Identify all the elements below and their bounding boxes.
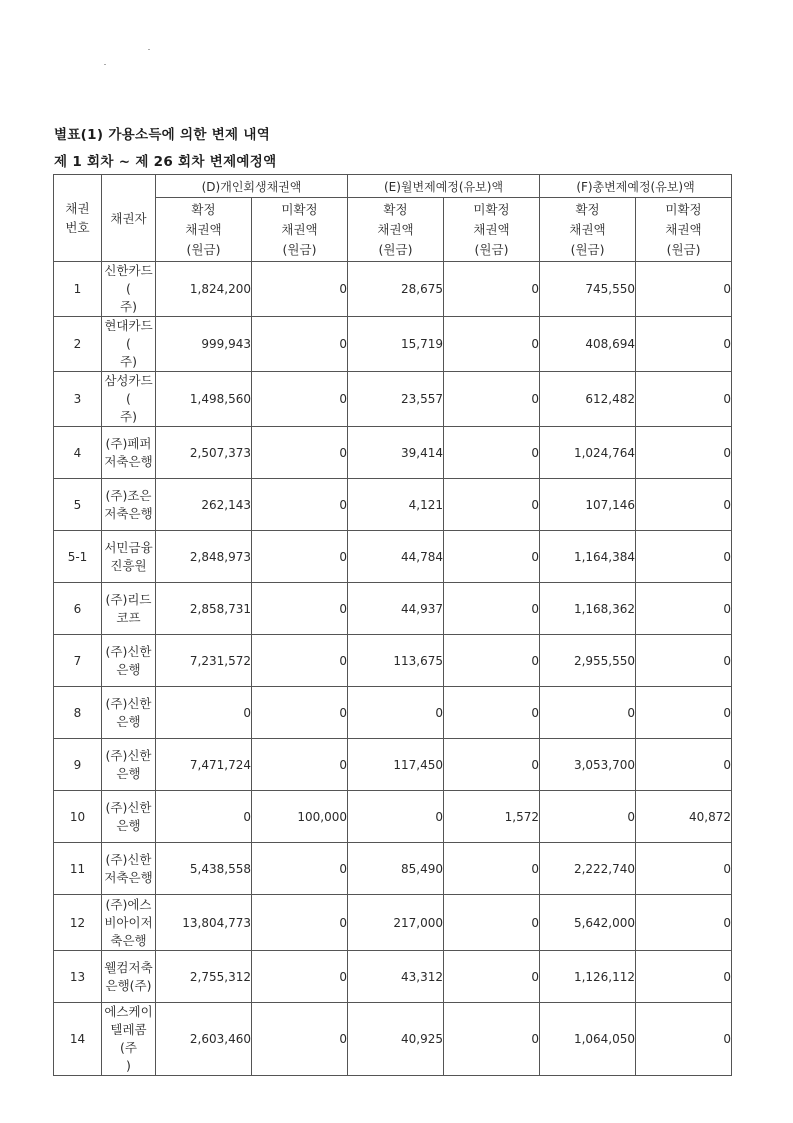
d-unconfirmed-cell: 0 [252,843,348,895]
f-unconfirmed-cell: 0 [636,583,732,635]
f-unconfirmed-cell: 0 [636,895,732,951]
e-unconfirmed-cell: 0 [444,262,540,317]
claim-number-cell: 11 [54,843,102,895]
e-confirmed-cell: 85,490 [348,843,444,895]
table-row [54,583,732,635]
f-unconfirmed-cell: 0 [636,372,732,427]
creditor-cell: (주)조은 저축은행 [102,479,156,531]
f-unconfirmed-cell: 0 [636,843,732,895]
f-confirmed-cell: 3,053,700 [540,739,636,791]
claim-number-cell: 4 [54,427,102,479]
header-d-unconfirmed: 미확정 채권액 (원금) [252,198,348,262]
table-row [54,687,732,739]
f-unconfirmed-cell: 0 [636,739,732,791]
d-unconfirmed-cell: 0 [252,895,348,951]
e-confirmed-cell: 4,121 [348,479,444,531]
d-confirmed-cell: 7,471,724 [156,739,252,791]
e-unconfirmed-cell: 0 [444,427,540,479]
d-unconfirmed-cell: 0 [252,372,348,427]
d-confirmed-cell: 7,231,572 [156,635,252,687]
claim-number-cell: 13 [54,951,102,1003]
creditor-cell: (주)신한 은행 [102,791,156,843]
header-row-groups [54,175,732,198]
header-creditor: 채권자 [102,175,156,262]
header-group-e: (E)월변제예정(유보)액 [348,175,540,198]
document-title: 별표(1) 가용소득에 의한 변제 내역 [54,127,271,143]
d-unconfirmed-cell: 0 [252,262,348,317]
table-row [54,1003,732,1076]
f-unconfirmed-cell: 0 [636,479,732,531]
f-confirmed-cell: 2,222,740 [540,843,636,895]
f-confirmed-cell: 5,642,000 [540,895,636,951]
d-unconfirmed-cell: 0 [252,479,348,531]
d-confirmed-cell: 2,507,373 [156,427,252,479]
d-confirmed-cell: 1,498,560 [156,372,252,427]
f-confirmed-cell: 745,550 [540,262,636,317]
f-unconfirmed-cell: 0 [636,951,732,1003]
header-e-confirmed: 확정 채권액 (원금) [348,198,444,262]
e-unconfirmed-cell: 0 [444,583,540,635]
d-unconfirmed-cell: 0 [252,739,348,791]
f-unconfirmed-cell: 0 [636,1003,732,1076]
table-row [54,951,732,1003]
f-unconfirmed-cell: 0 [636,317,732,372]
e-unconfirmed-cell: 0 [444,372,540,427]
f-unconfirmed-cell: 0 [636,635,732,687]
d-confirmed-cell: 1,824,200 [156,262,252,317]
d-confirmed-cell: 2,858,731 [156,583,252,635]
claim-number-cell: 7 [54,635,102,687]
document-subtitle: 제 1 회차 ~ 제 26 회차 변제예정액 [54,154,277,170]
e-confirmed-cell: 23,557 [348,372,444,427]
d-confirmed-cell: 262,143 [156,479,252,531]
table-row [54,262,732,317]
table-row [54,843,732,895]
header-e-unconfirmed: 미확정 채권액 (원금) [444,198,540,262]
e-unconfirmed-cell: 0 [444,687,540,739]
f-confirmed-cell: 0 [540,687,636,739]
claim-number-cell: 1 [54,262,102,317]
table-row [54,739,732,791]
d-unconfirmed-cell: 0 [252,531,348,583]
creditor-cell: 에스케이 텔레콤(주 ) [102,1003,156,1076]
table-row [54,531,732,583]
d-unconfirmed-cell: 100,000 [252,791,348,843]
d-confirmed-cell: 2,848,973 [156,531,252,583]
d-unconfirmed-cell: 0 [252,687,348,739]
f-confirmed-cell: 0 [540,791,636,843]
d-unconfirmed-cell: 0 [252,317,348,372]
claim-number-cell: 12 [54,895,102,951]
d-confirmed-cell: 13,804,773 [156,895,252,951]
e-unconfirmed-cell: 1,572 [444,791,540,843]
table-row [54,317,732,372]
claim-number-cell: 5 [54,479,102,531]
d-confirmed-cell: 0 [156,791,252,843]
d-confirmed-cell: 2,603,460 [156,1003,252,1076]
table-row [54,635,732,687]
f-unconfirmed-cell: 0 [636,262,732,317]
d-unconfirmed-cell: 0 [252,635,348,687]
d-confirmed-cell: 0 [156,687,252,739]
e-confirmed-cell: 15,719 [348,317,444,372]
f-confirmed-cell: 612,482 [540,372,636,427]
creditor-cell: 서민금융 진흥원 [102,531,156,583]
f-unconfirmed-cell: 0 [636,531,732,583]
table-row [54,427,732,479]
f-confirmed-cell: 1,024,764 [540,427,636,479]
e-confirmed-cell: 43,312 [348,951,444,1003]
f-unconfirmed-cell: 0 [636,427,732,479]
creditor-cell: (주)신한 은행 [102,635,156,687]
creditor-cell: (주)페퍼 저축은행 [102,427,156,479]
e-unconfirmed-cell: 0 [444,317,540,372]
e-confirmed-cell: 28,675 [348,262,444,317]
f-confirmed-cell: 1,064,050 [540,1003,636,1076]
table-row [54,895,732,951]
creditor-cell: 신한카드( 주) [102,262,156,317]
e-unconfirmed-cell: 0 [444,531,540,583]
creditor-cell: 삼성카드( 주) [102,372,156,427]
creditor-cell: (주)에스 비아이저 축은행 [102,895,156,951]
claim-number-cell: 14 [54,1003,102,1076]
header-d-confirmed: 확정 채권액 (원금) [156,198,252,262]
table-row [54,791,732,843]
f-confirmed-cell: 107,146 [540,479,636,531]
table-row [54,479,732,531]
d-confirmed-cell: 5,438,558 [156,843,252,895]
e-unconfirmed-cell: 0 [444,843,540,895]
e-unconfirmed-cell: 0 [444,1003,540,1076]
f-confirmed-cell: 2,955,550 [540,635,636,687]
d-unconfirmed-cell: 0 [252,1003,348,1076]
e-confirmed-cell: 40,925 [348,1003,444,1076]
e-confirmed-cell: 217,000 [348,895,444,951]
d-unconfirmed-cell: 0 [252,583,348,635]
e-unconfirmed-cell: 0 [444,479,540,531]
claim-number-cell: 9 [54,739,102,791]
f-confirmed-cell: 1,164,384 [540,531,636,583]
header-f-unconfirmed: 미확정 채권액 (원금) [636,198,732,262]
f-unconfirmed-cell: 40,872 [636,791,732,843]
f-confirmed-cell: 408,694 [540,317,636,372]
header-row-subcolumns [54,198,732,262]
scan-speck [148,49,150,50]
table-row [54,372,732,427]
d-unconfirmed-cell: 0 [252,427,348,479]
f-unconfirmed-cell: 0 [636,687,732,739]
header-group-f: (F)총변제예정(유보)액 [540,175,732,198]
claim-number-cell: 10 [54,791,102,843]
claim-number-cell: 8 [54,687,102,739]
e-unconfirmed-cell: 0 [444,635,540,687]
d-confirmed-cell: 2,755,312 [156,951,252,1003]
e-unconfirmed-cell: 0 [444,951,540,1003]
e-confirmed-cell: 0 [348,791,444,843]
header-f-confirmed: 확정 채권액 (원금) [540,198,636,262]
e-unconfirmed-cell: 0 [444,895,540,951]
e-confirmed-cell: 39,414 [348,427,444,479]
d-confirmed-cell: 999,943 [156,317,252,372]
claim-number-cell: 5-1 [54,531,102,583]
d-unconfirmed-cell: 0 [252,951,348,1003]
creditor-cell: (주)신한 저축은행 [102,843,156,895]
claim-number-cell: 6 [54,583,102,635]
e-confirmed-cell: 117,450 [348,739,444,791]
e-unconfirmed-cell: 0 [444,739,540,791]
claim-number-cell: 2 [54,317,102,372]
header-group-d: (D)개인회생채권액 [156,175,348,198]
creditor-cell: (주)신한 은행 [102,687,156,739]
e-confirmed-cell: 44,784 [348,531,444,583]
e-confirmed-cell: 113,675 [348,635,444,687]
f-confirmed-cell: 1,168,362 [540,583,636,635]
claim-number-cell: 3 [54,372,102,427]
scan-speck [104,64,106,65]
repayment-schedule-table [53,174,732,1076]
e-confirmed-cell: 0 [348,687,444,739]
creditor-cell: 현대카드( 주) [102,317,156,372]
creditor-cell: (주)신한 은행 [102,739,156,791]
creditor-cell: 웰컴저축 은행(주) [102,951,156,1003]
f-confirmed-cell: 1,126,112 [540,951,636,1003]
creditor-cell: (주)리드 코프 [102,583,156,635]
e-confirmed-cell: 44,937 [348,583,444,635]
header-claim-number: 채권 번호 [54,175,102,262]
